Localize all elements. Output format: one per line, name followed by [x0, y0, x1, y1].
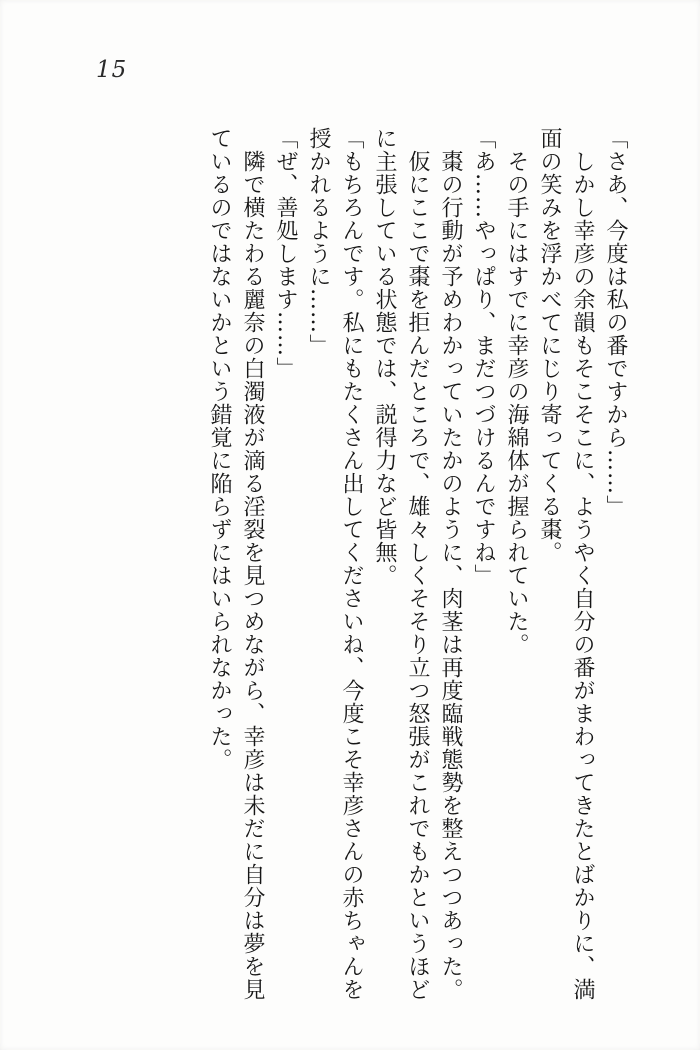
text-line: 「あ……やっぱり、まだつづけるんですね」 [471, 127, 496, 587]
text-line: ているのではないかという錯覚に陥らずにはいられなかった。 [207, 127, 232, 771]
text-line: 仮にここで棗を拒んだところで、雄々しくそそり立つ怒張がこれでもかというほど [405, 127, 430, 1001]
text-line: 隣で横たわる麗奈の白濁液が滴る淫裂を見つめながら、幸彦は未だに自分は夢を見 [240, 127, 265, 1001]
text-line: 面の笑みを浮かべてにじり寄ってくる棗。 [537, 127, 562, 564]
text-line: 授かれるように……」 [306, 127, 331, 357]
text-line: 「さあ、今度は私の番ですから……」 [603, 127, 628, 518]
page-number: 15 [96, 57, 128, 83]
text-line: その手にはすでに幸彦の海綿体が握られていた。 [504, 127, 529, 656]
text-line: 棗の行動が予めわかっていたかのように、肉茎は再度臨戦態勢を整えつつあった。 [438, 127, 463, 1001]
text-line: 「もちろんです。私にもたくさん出してくださいね、今度こそ幸彦さんの赤ちゃんを [339, 127, 364, 1001]
text-line: に主張している状態では、説得力など皆無。 [372, 127, 397, 587]
page-text [203, 127, 632, 1017]
text-line: 「ぜ、善処します……」 [273, 127, 298, 380]
text-line: しかし幸彦の余韻もそこそこに、ようやく自分の番がまわってきたとばかりに、満 [570, 127, 595, 1001]
